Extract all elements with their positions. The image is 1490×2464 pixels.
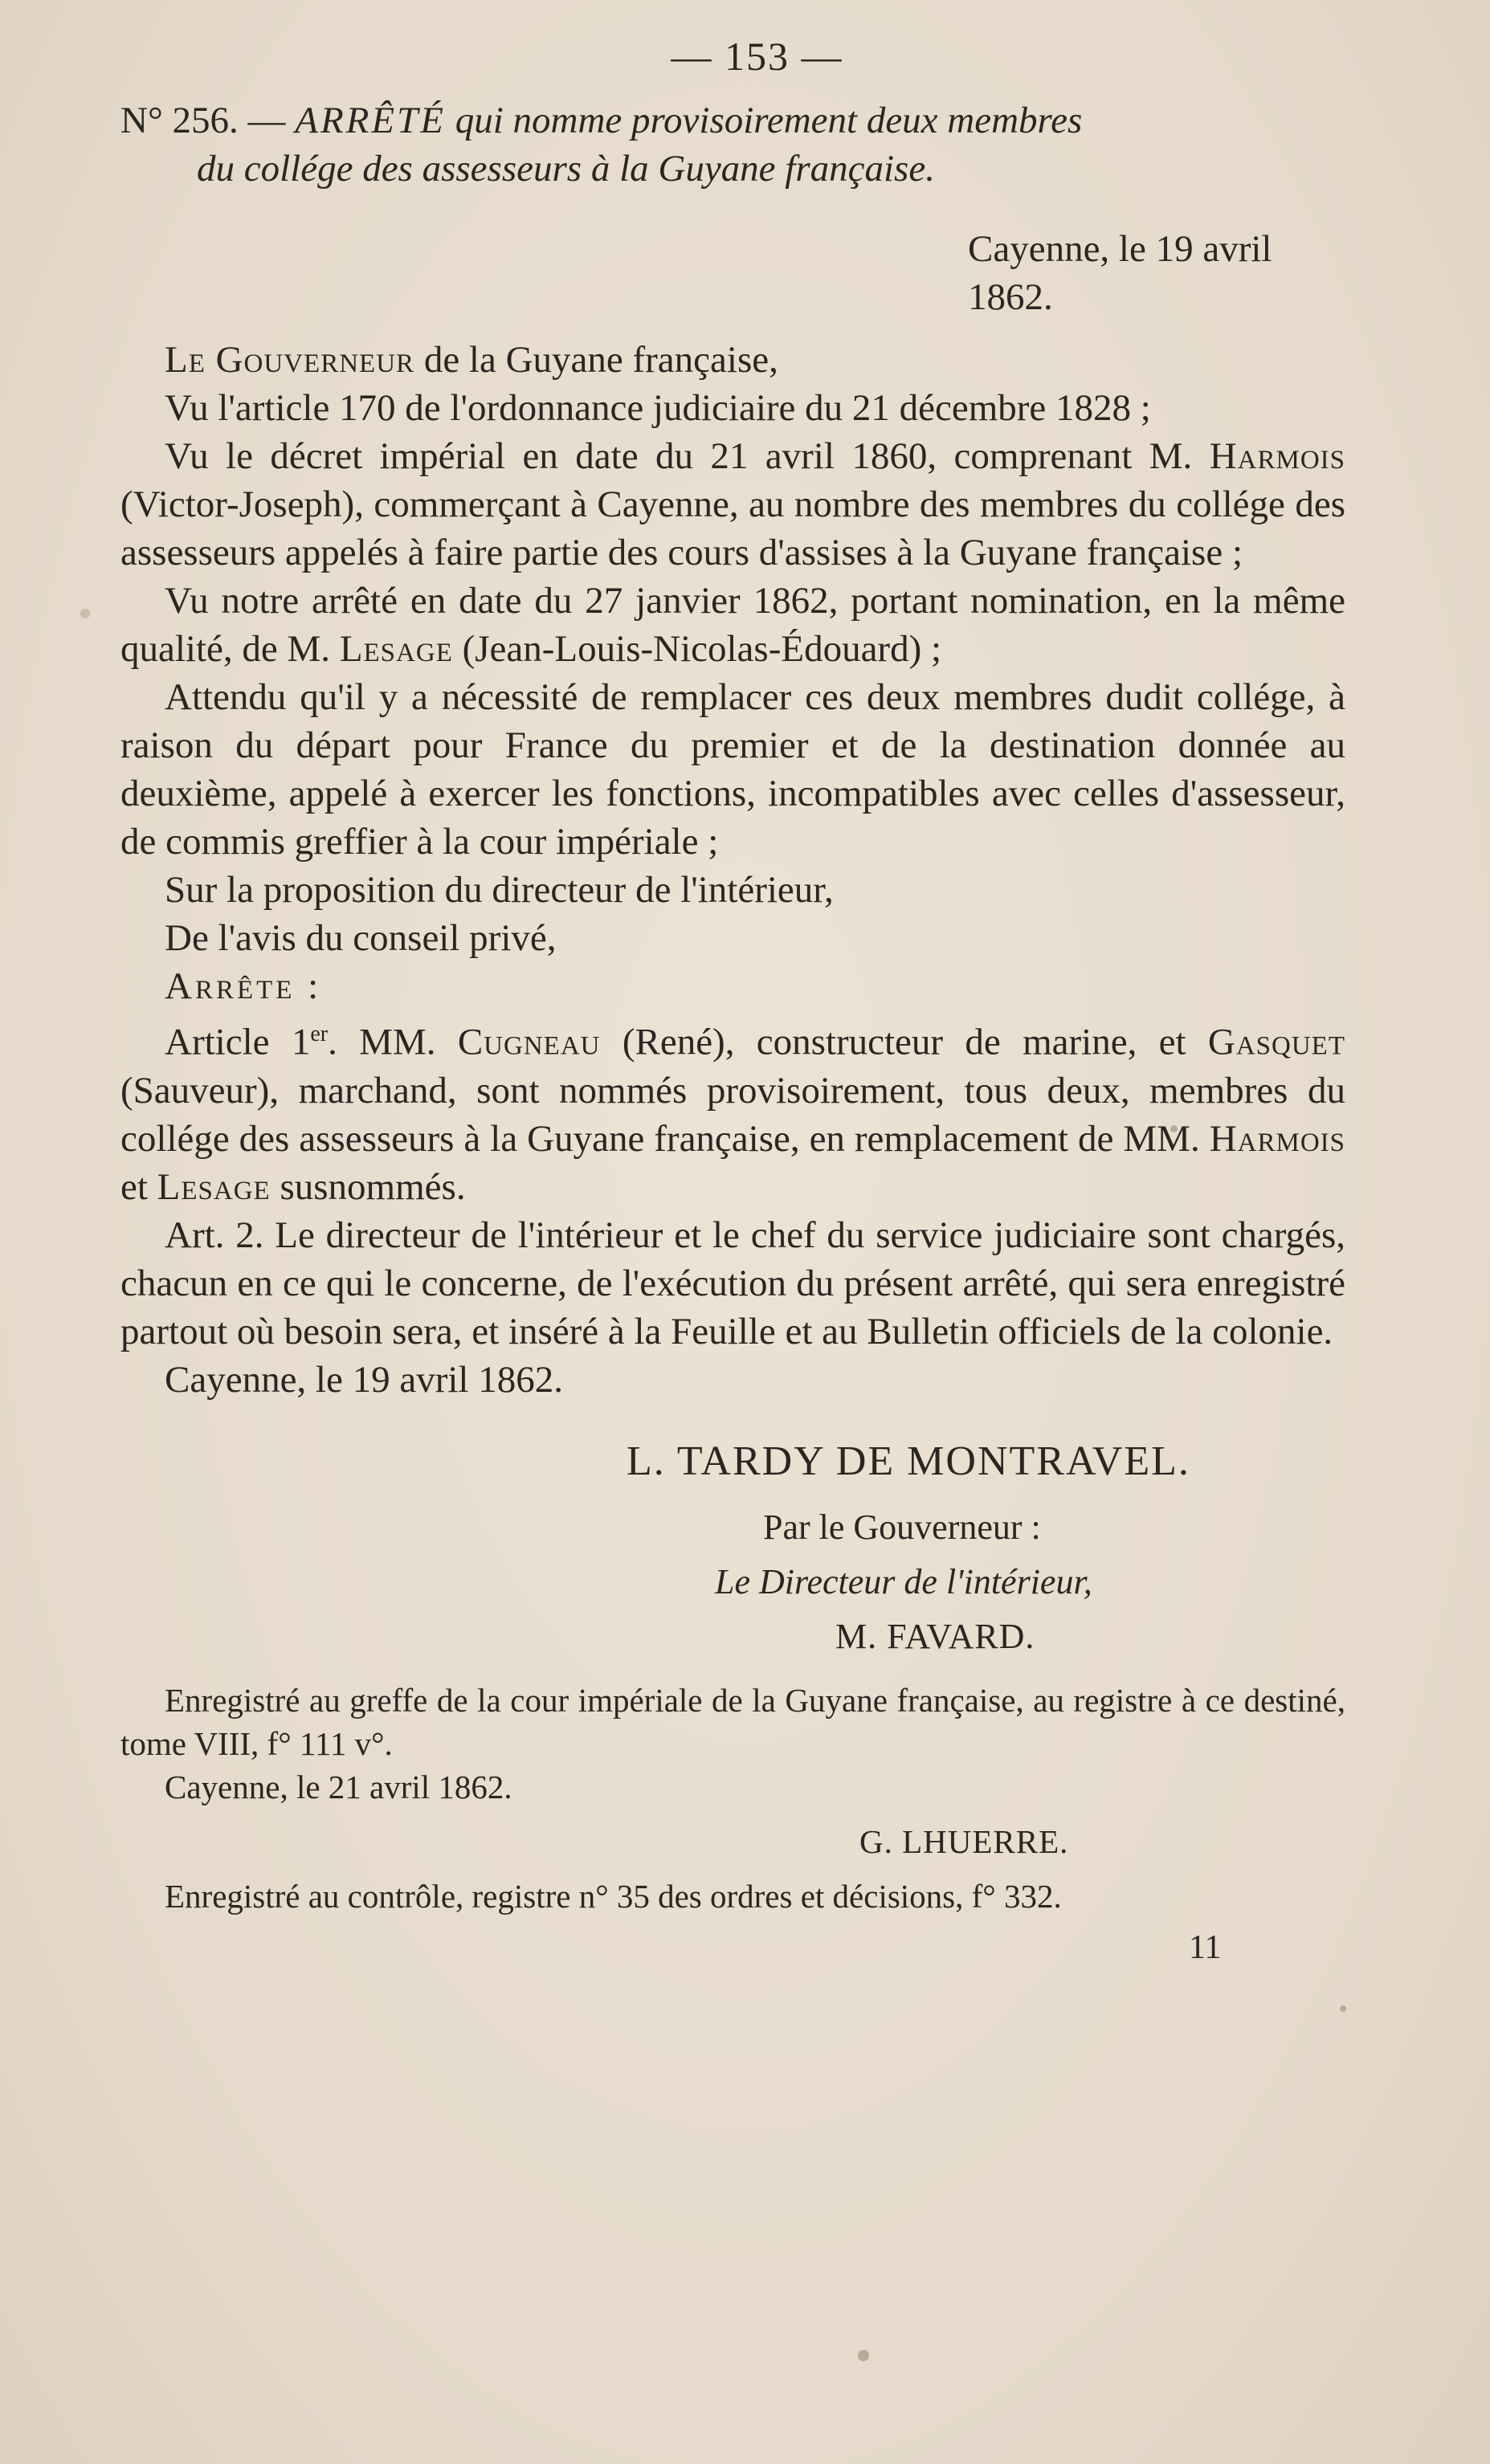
article-2: Art. 2. Le directeur de l'intérieur et le chef du service judiciaire sont chargés, chacun en ce qui le concerne, de l'exécution du présent arrêté, qui sera enregistré partout où besoin sera, et inséré à la Feuille et au Bulletin officiels de la colonie. (120, 1214, 1345, 1352)
governor-signature: L. TARDY DE MONTRAVEL. (627, 1438, 1190, 1484)
paragraph-gouverneur (120, 336, 1345, 384)
paragraph-text: . MM. (328, 1021, 436, 1063)
paragraph-text: Vu notre arrêté en date du 27 janvier 1862, portant nomination, en la même qualité, de M. (120, 580, 1345, 670)
smallcaps-harmois-2: Harmois (1209, 1117, 1345, 1160)
smallcaps-cugneau: Cugneau (457, 1021, 601, 1063)
paragraph-avis: De l'avis du conseil privé, (165, 917, 557, 959)
paper-speck (858, 2350, 869, 2361)
smallcaps-gouverneur: Le Gouverneur (165, 339, 415, 381)
closing-date: Cayenne, le 19 avril 1862. (165, 1358, 563, 1401)
paragraph-text: (Sauveur), marchand, sont nommés provisoirement, tous deux, membres du collége des assesseurs à la Guyane française, en remplacement de MM. (120, 1069, 1345, 1160)
text-block (120, 32, 1345, 1969)
smallcaps-harmois: Harmois (1209, 435, 1345, 477)
par-le-gouverneur: Par le Gouverneur : (763, 1507, 1041, 1547)
paragraph-ordonnance: Vu l'article 170 de l'ordonnance judiciaire du 21 décembre 1828 ; (165, 387, 1151, 429)
decree-title-caps: ARRÊTÉ (295, 100, 446, 141)
smallcaps-lesage-2: Lesage (157, 1165, 271, 1208)
smallcaps-gasquet: Gasquet (1207, 1021, 1345, 1063)
decree-title-rest: qui nomme provisoirement deux membres (455, 100, 1083, 141)
paragraph-text: (Victor-Joseph), commerçant à Cayenne, au nombre des membres du collége des assesseurs appelés à faire partie des cours d'assises à la Guyane française ; (120, 483, 1345, 573)
paper-speck (1340, 2005, 1346, 2012)
paragraph-text: Article 1 (165, 1021, 311, 1063)
paragraph-proposition: Sur la proposition du directeur de l'intérieur, (165, 869, 834, 911)
directeur-title: Le Directeur de l'intérieur, (715, 1561, 1092, 1601)
paragraph-text: (Jean-Louis-Nicolas-Édouard) ; (462, 628, 942, 670)
paragraph-decret (120, 432, 1345, 577)
paragraph-attendu: Attendu qu'il y a nécessité de remplacer ces deux membres dudit collége, à raison du départ pour France du premier et de la destination donnée au deuxième, appelé à exercer les fonctions, incompatibles avec celles d'assesseur, de commis greffier à la cour impériale ; (120, 676, 1345, 863)
signature-mark: 11 (1189, 1928, 1222, 1966)
decree-heading (120, 96, 1345, 145)
paragraph-text: et (120, 1165, 148, 1208)
arrete-label: Arrête : (165, 965, 322, 1007)
paragraph-text: de la Guyane française, (423, 339, 778, 381)
paragraph-text: susnommés. (280, 1165, 466, 1208)
paragraph-text: (René), constructeur de marine, et (622, 1021, 1186, 1063)
decree-number: N° 256. — (120, 100, 286, 141)
registration-controle: Enregistré au contrôle, registre n° 35 des ordres et décisions, f° 332. (165, 1877, 1062, 1915)
registration-greffe-date: Cayenne, le 21 avril 1862. (165, 1768, 512, 1805)
registration-greffe: Enregistré au greffe de la cour impériale de la Guyane française, au registre à ce destiné, tome VIII, f° 111 v°. (120, 1681, 1345, 1762)
directeur-signature: M. FAVARD. (835, 1616, 1035, 1656)
paper-speck (80, 609, 90, 618)
article-1 (120, 1010, 1345, 1211)
smallcaps-lesage: Lesage (339, 628, 453, 670)
greffier-signature: G. LHUERRE. (859, 1822, 1069, 1860)
page-number: — 153 — (671, 34, 843, 79)
superscript-er: er (310, 1022, 329, 1046)
paragraph-text: Vu le décret impérial en date du 21 avril 1860, comprenant M. (165, 435, 1193, 477)
decree-title-line2: du collége des assesseurs à la Guyane française. (197, 148, 935, 190)
dateline: Cayenne, le 19 avril 1862. (968, 228, 1272, 318)
paragraph-arrete-janvier (120, 577, 1345, 673)
